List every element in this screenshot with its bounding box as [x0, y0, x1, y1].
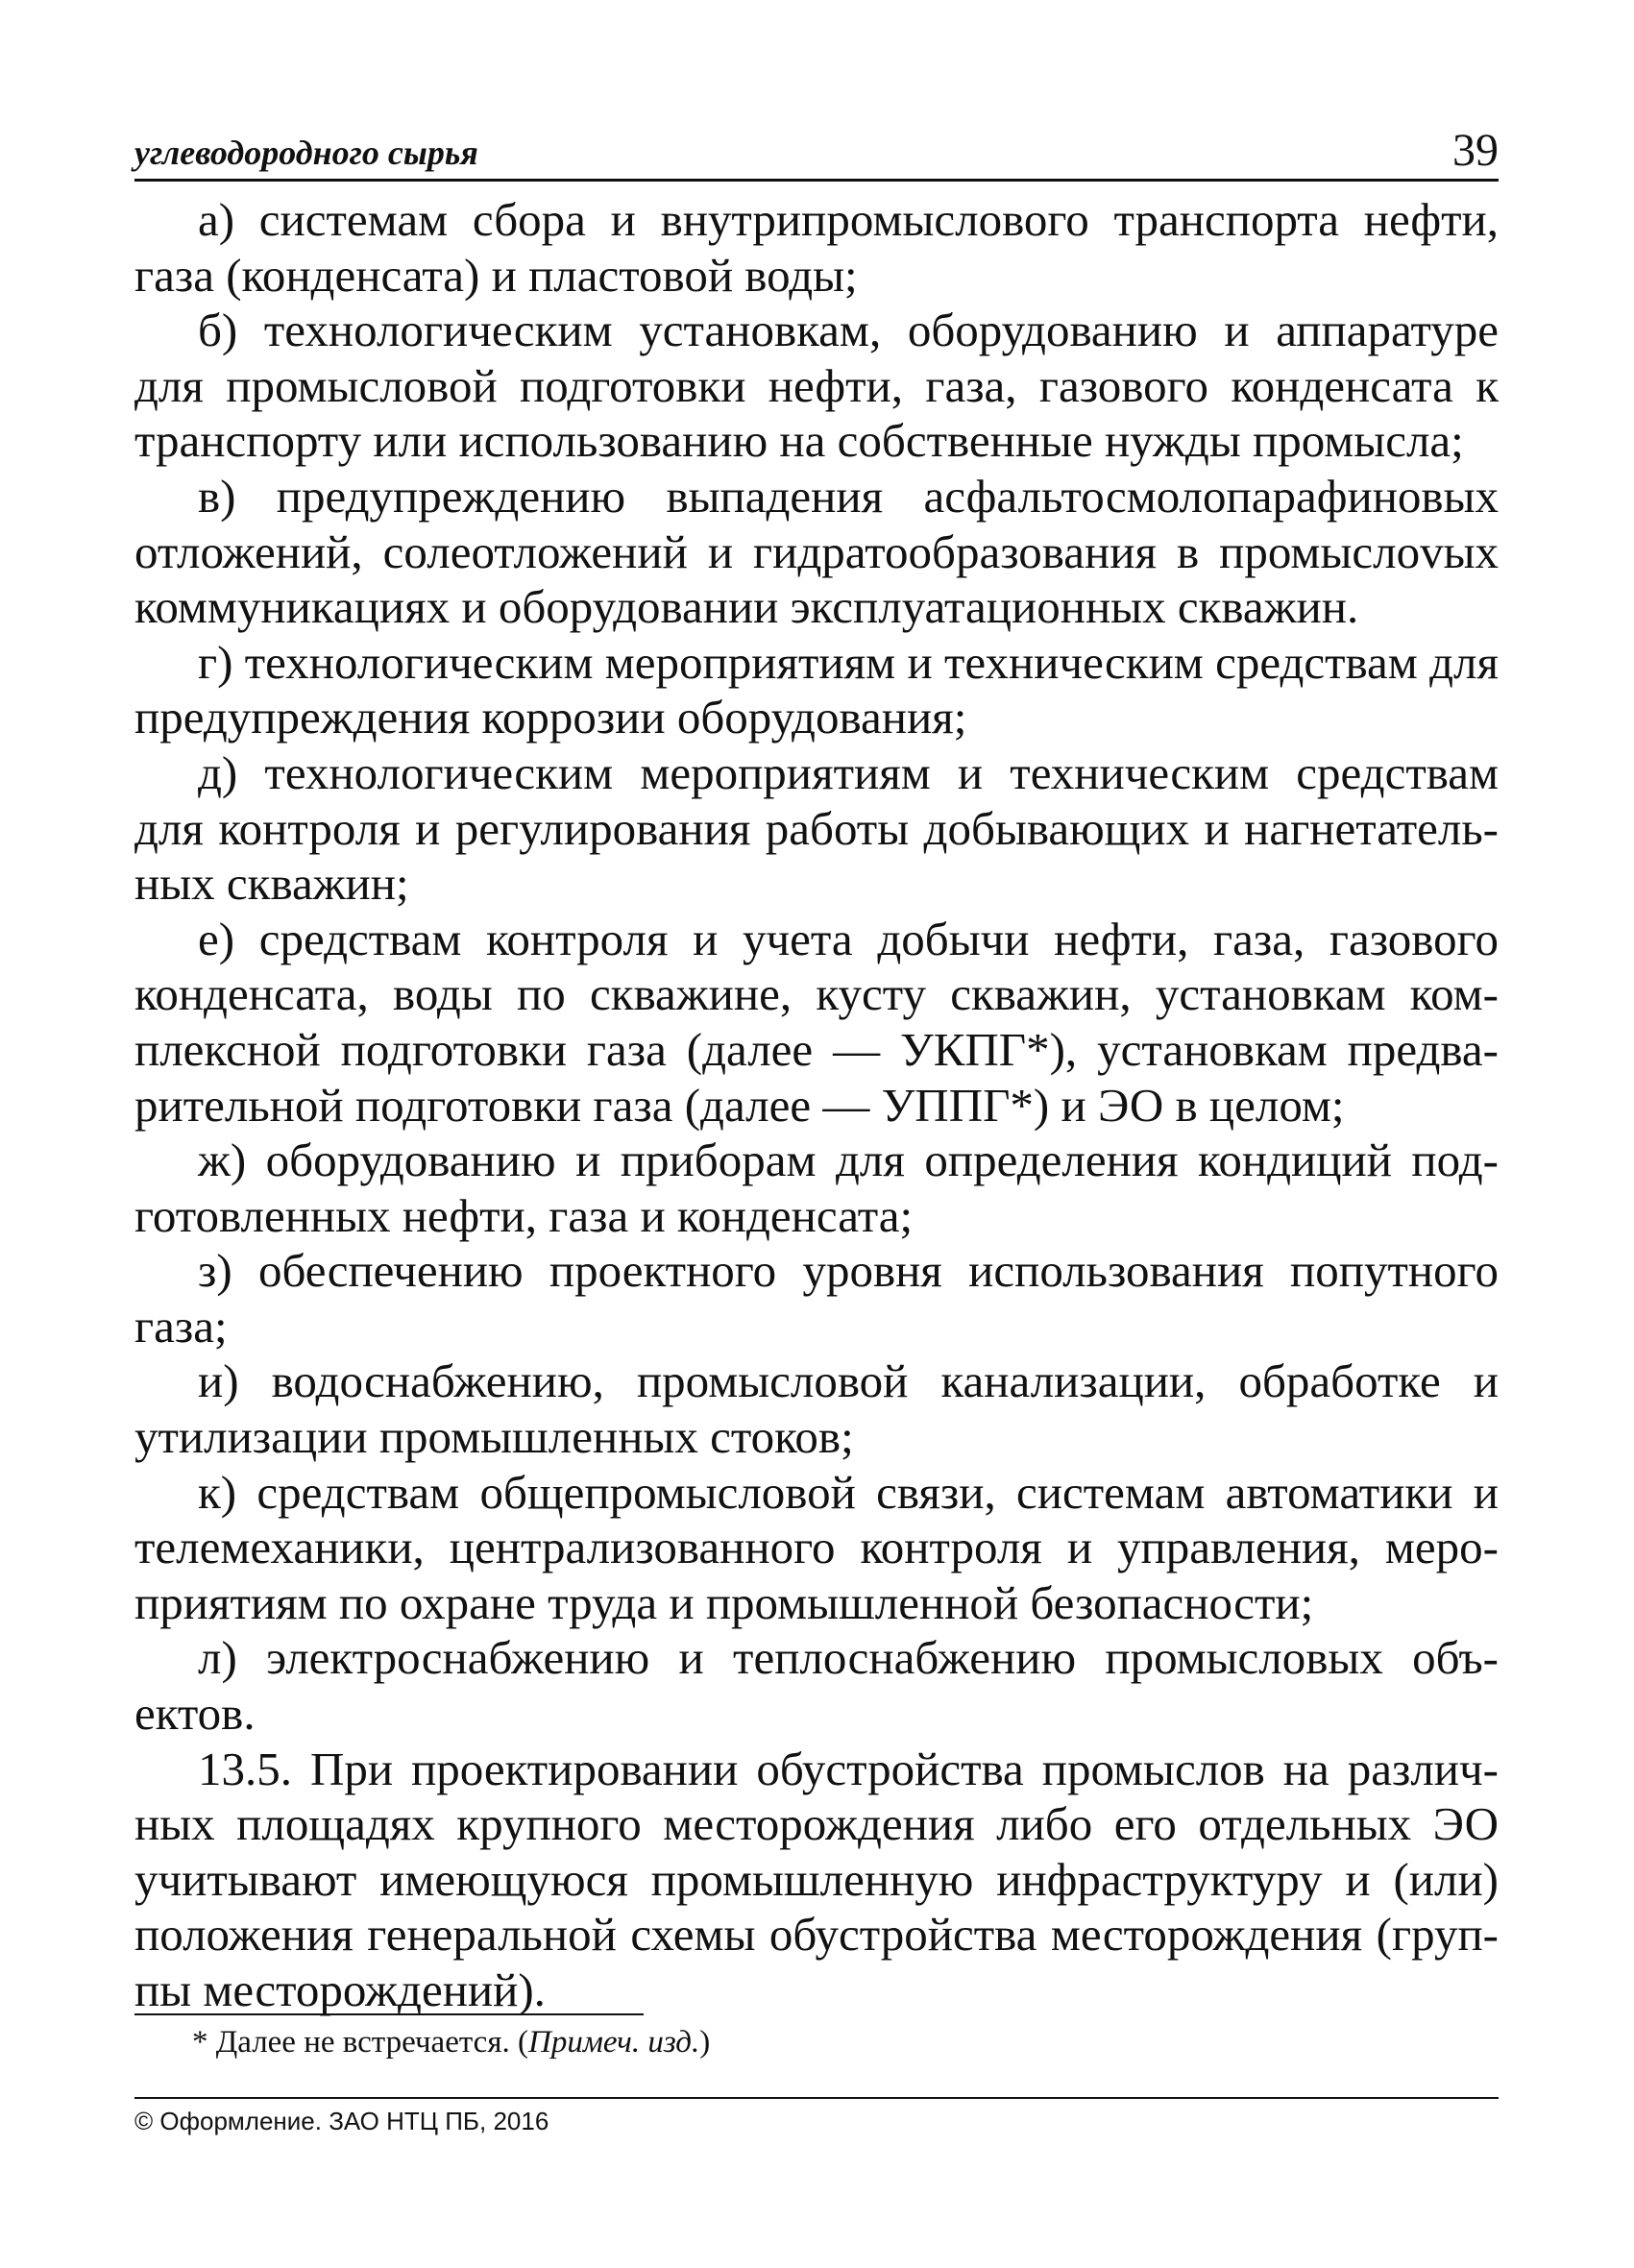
- paragraph-item-a: а) системам сбора и внутрипромыслового транспорта нефти, газа (конденсата) и пластовой воды;: [134, 193, 1499, 302]
- footnote-text: * Далее не встречается. (: [192, 2025, 528, 2060]
- page-footer: [134, 2097, 1499, 2135]
- footnote-divider: [134, 2013, 644, 2015]
- paragraph-item-g: г) технологическим мероприятиям и техническим средствам для предупреждения коррозии оборудования;: [134, 635, 1499, 744]
- paragraph-13-5: 13.5. При проектировании обустройства промыслов на различных площадях крупного месторождения либо его отдельных ЭО учитывают имеющуюся промышленную инфраструктуру и (или) положения генеральной схемы обустройства месторождения (группы месторождений).: [134, 1742, 1499, 2016]
- footnote-editor-note: Примеч. изд.: [527, 2025, 700, 2060]
- body-text: [134, 192, 1499, 2018]
- paragraph-item-e: е) средствам контроля и учета добычи нефти, газа, газового конденсата, воды по скважине, кусту скважин, установкам комплексной подготовки газа (далее — УКПГ*), установкам предварительной подготовки газа (далее — УППГ*) и ЭО в целом;: [134, 912, 1499, 1132]
- paragraph-item-k: к) средствам общепромысловой связи, системам автоматики и телемеханики, централизованного контроля и управления, мероприятиям по охране труда и промышленной безопасности;: [134, 1465, 1499, 1629]
- paragraph-item-v: в) предупреждению выпадения асфальтосмолопарафиновых отложений, солеотложений и гидратообразования в промыслоvых коммуникациях и оборудовании эксплуатационных скважин.: [134, 469, 1499, 634]
- paragraph-item-zh: ж) оборудованию и приборам для определения кондиций подготовленных нефти, газа и конденсата;: [134, 1134, 1499, 1242]
- running-title: углеводородного сырья: [134, 134, 478, 172]
- paragraph-item-z: з) обеспечению проектного уровня использования попутного газа;: [134, 1244, 1499, 1353]
- paragraph-item-b: б) технологическим установкам, оборудованию и аппаратуре для промысловой подготовки нефти, газа, газового конденсата к транспорту или использованию на собственные нужды промысла;: [134, 304, 1499, 468]
- footnote: [192, 2021, 710, 2063]
- page-header: [134, 125, 1499, 182]
- paragraph-item-i: и) водоснабжению, промысловой канализации, обработке и утилизации промышленных стоков;: [134, 1354, 1499, 1464]
- page-number: 39: [1452, 125, 1499, 176]
- paragraph-item-l: л) электроснабжению и теплоснабжению промысловых объектов.: [134, 1631, 1499, 1741]
- footnote-close: ): [699, 2025, 711, 2060]
- paragraph-item-d: д) технологическим мероприятиям и техническим средствам для контроля и регулирования работы добывающих и нагнетательных скважин;: [134, 745, 1499, 911]
- copyright-notice: © Оформление. ЗАО НТЦ ПБ, 2016: [134, 2107, 549, 2135]
